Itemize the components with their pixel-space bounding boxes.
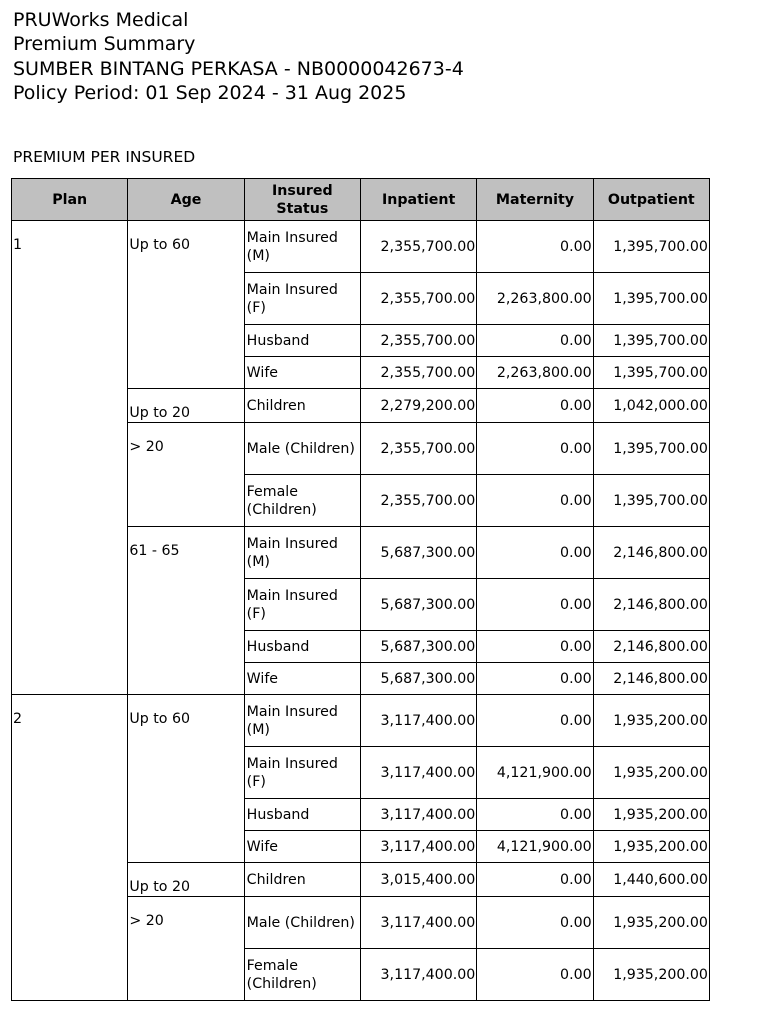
outpatient-premium-cell: 1,395,700.00 [593,357,709,389]
column-header-age: Age [128,179,244,221]
insured-status-cell: Husband [244,631,360,663]
insured-status-cell: Wife [244,357,360,389]
inpatient-premium-cell: 2,355,700.00 [360,475,476,527]
maternity-premium-cell: 0.00 [477,325,593,357]
policy-period: Policy Period: 01 Sep 2024 - 31 Aug 2025 [13,82,407,105]
insured-status-cell: Female (Children) [244,949,360,1001]
outpatient-premium-cell: 2,146,800.00 [593,663,709,695]
product-name: PRUWorks Medical [13,9,189,31]
maternity-premium-cell: 0.00 [477,631,593,663]
insured-status-cell: Main Insured (F) [244,747,360,799]
inpatient-premium-cell: 5,687,300.00 [360,579,476,631]
maternity-premium-cell: 0.00 [477,863,593,897]
outpatient-premium-cell: 1,935,200.00 [593,897,709,949]
insured-status-cell: Children [244,863,360,897]
insured-status-cell: Main Insured (M) [244,527,360,579]
outpatient-premium-cell: 1,395,700.00 [593,423,709,475]
outpatient-premium-cell: 2,146,800.00 [593,527,709,579]
insured-status-cell: Husband [244,799,360,831]
premium-table [11,178,710,1001]
maternity-premium-cell: 2,263,800.00 [477,273,593,325]
maternity-premium-cell: 0.00 [477,695,593,747]
insured-status-cell: Wife [244,831,360,863]
document-title: Premium Summary [13,33,196,56]
table-header-row [12,179,710,221]
inpatient-premium-cell: 5,687,300.00 [360,663,476,695]
column-header-insured-status: Insured Status [244,179,360,221]
policy-holder: SUMBER BINTANG PERKASA - NB0000042673-4 [13,57,464,80]
inpatient-premium-cell: 2,355,700.00 [360,325,476,357]
maternity-premium-cell: 0.00 [477,527,593,579]
age-cell: 61 - 65 [128,527,244,695]
insured-status-cell: Main Insured (M) [244,695,360,747]
inpatient-premium-cell: 5,687,300.00 [360,631,476,663]
inpatient-premium-cell: 3,117,400.00 [360,695,476,747]
age-cell: Up to 20 [128,389,244,423]
insured-status-cell: Main Insured (F) [244,579,360,631]
plan-cell: 2 [12,695,128,1001]
insured-status-cell: Male (Children) [244,897,360,949]
outpatient-premium-cell: 1,395,700.00 [593,221,709,273]
outpatient-premium-cell: 1,395,700.00 [593,475,709,527]
insured-status-cell: Main Insured (M) [244,221,360,273]
inpatient-premium-cell: 3,015,400.00 [360,863,476,897]
outpatient-premium-cell: 1,935,200.00 [593,695,709,747]
maternity-premium-cell: 0.00 [477,663,593,695]
insured-status-cell: Wife [244,663,360,695]
premium-table-body [12,221,710,1001]
maternity-premium-cell: 0.00 [477,475,593,527]
column-header-plan: Plan [12,179,128,221]
maternity-premium-cell: 0.00 [477,949,593,1001]
age-cell: > 20 [128,897,244,1001]
maternity-premium-cell: 0.00 [477,389,593,423]
inpatient-premium-cell: 2,279,200.00 [360,389,476,423]
age-cell: Up to 20 [128,863,244,897]
maternity-premium-cell: 0.00 [477,423,593,475]
outpatient-premium-cell: 2,146,800.00 [593,579,709,631]
maternity-premium-cell: 0.00 [477,897,593,949]
age-cell: Up to 60 [128,221,244,389]
outpatient-premium-cell: 1,395,700.00 [593,325,709,357]
outpatient-premium-cell: 1,935,200.00 [593,949,709,1001]
outpatient-premium-cell: 1,935,200.00 [593,799,709,831]
inpatient-premium-cell: 3,117,400.00 [360,747,476,799]
insured-status-cell: Main Insured (F) [244,273,360,325]
outpatient-premium-cell: 1,395,700.00 [593,273,709,325]
maternity-premium-cell: 0.00 [477,221,593,273]
inpatient-premium-cell: 3,117,400.00 [360,949,476,1001]
maternity-premium-cell: 2,263,800.00 [477,357,593,389]
section-title: PREMIUM PER INSURED [13,148,196,166]
age-cell: > 20 [128,423,244,527]
outpatient-premium-cell: 2,146,800.00 [593,631,709,663]
inpatient-premium-cell: 3,117,400.00 [360,799,476,831]
table-row [12,221,710,273]
table-row [12,695,710,747]
outpatient-premium-cell: 1,935,200.00 [593,747,709,799]
insured-status-cell: Husband [244,325,360,357]
inpatient-premium-cell: 2,355,700.00 [360,357,476,389]
outpatient-premium-cell: 1,935,200.00 [593,831,709,863]
plan-cell: 1 [12,221,128,695]
inpatient-premium-cell: 2,355,700.00 [360,221,476,273]
outpatient-premium-cell: 1,440,600.00 [593,863,709,897]
inpatient-premium-cell: 2,355,700.00 [360,273,476,325]
column-header-inpatient: Inpatient [360,179,476,221]
inpatient-premium-cell: 3,117,400.00 [360,897,476,949]
maternity-premium-cell: 0.00 [477,799,593,831]
column-header-maternity: Maternity [477,179,593,221]
maternity-premium-cell: 4,121,900.00 [477,831,593,863]
document-header [13,8,464,106]
insured-status-cell: Children [244,389,360,423]
column-header-outpatient: Outpatient [593,179,709,221]
inpatient-premium-cell: 3,117,400.00 [360,831,476,863]
outpatient-premium-cell: 1,042,000.00 [593,389,709,423]
maternity-premium-cell: 4,121,900.00 [477,747,593,799]
inpatient-premium-cell: 5,687,300.00 [360,527,476,579]
insured-status-cell: Male (Children) [244,423,360,475]
insured-status-cell: Female (Children) [244,475,360,527]
maternity-premium-cell: 0.00 [477,579,593,631]
inpatient-premium-cell: 2,355,700.00 [360,423,476,475]
age-cell: Up to 60 [128,695,244,863]
